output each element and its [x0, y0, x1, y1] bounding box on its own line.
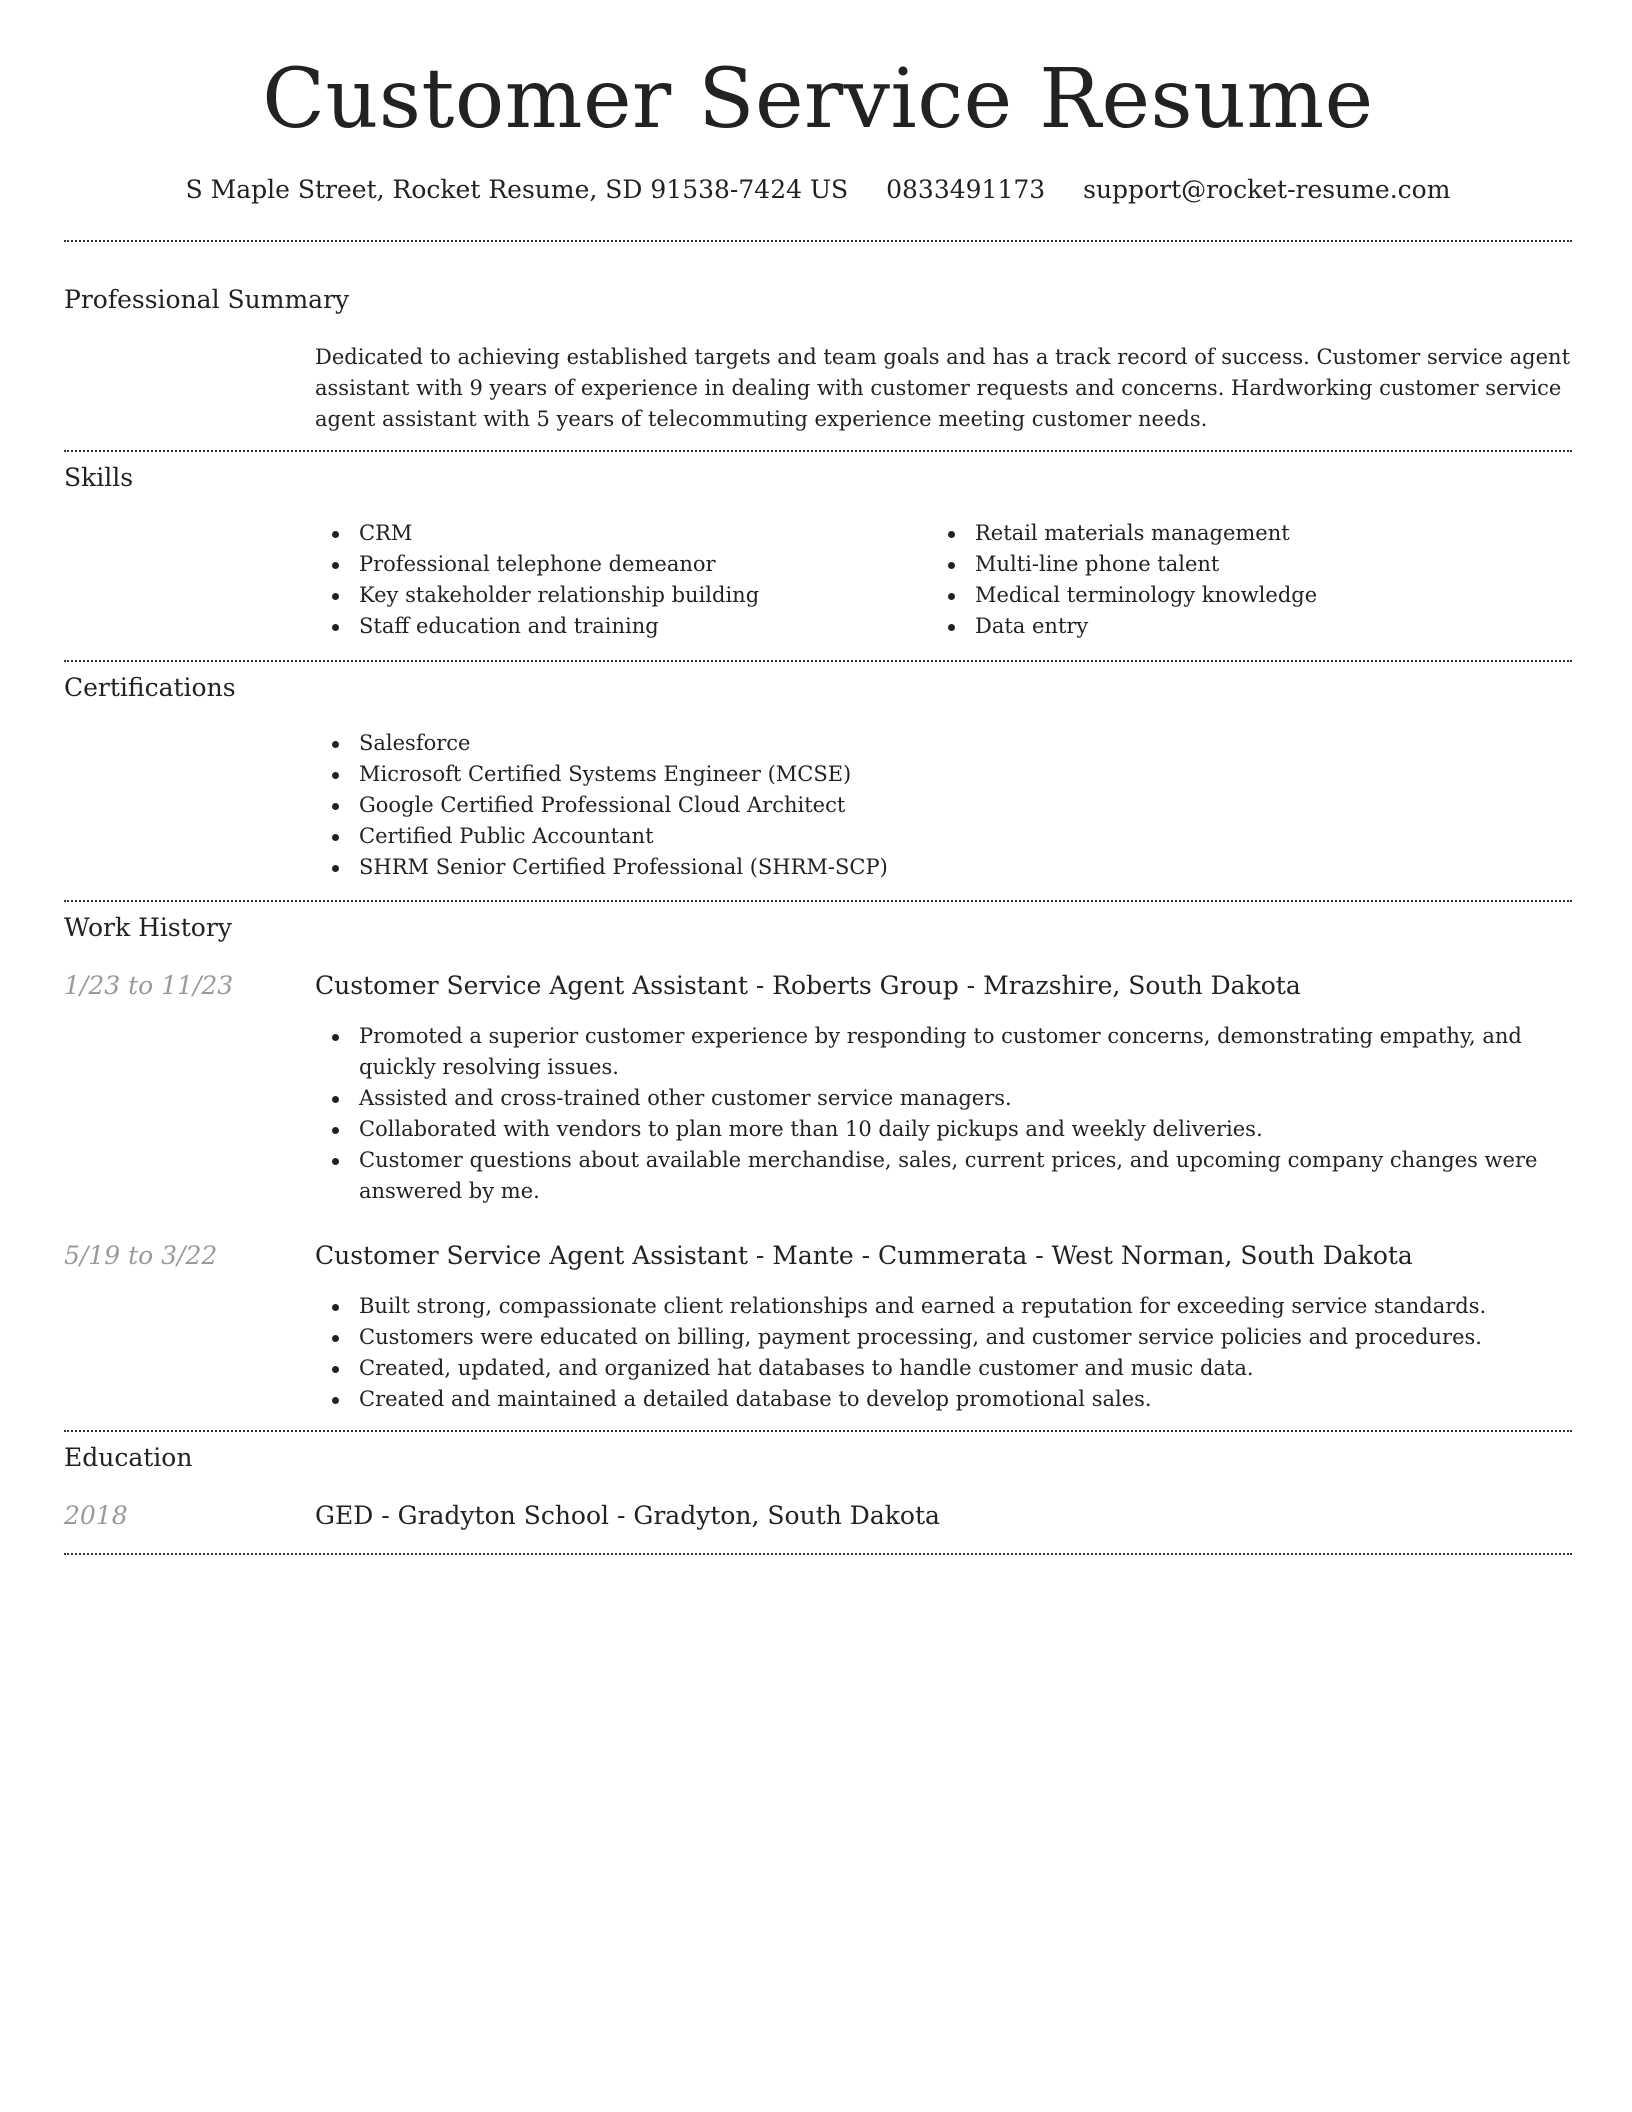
- skill-item: Professional telephone demeanor: [315, 549, 915, 580]
- section-title-summary: Professional Summary: [64, 285, 350, 314]
- contact-line: [64, 170, 1572, 210]
- summary-text: Dedicated to achieving established targets and team goals and has a track record of success. Customer service agent assistant with 9 years of experience in dealing with customer requests and concerns. Hardworking customer service agent assistant with 5 years of telecommuting experience meeting customer needs.: [315, 345, 1571, 431]
- job-bullet: Customers were educated on billing, payment processing, and customer service policies and procedures.: [315, 1322, 1572, 1353]
- contact-email: support@rocket-resume.com: [1083, 175, 1451, 204]
- certification-item: SHRM Senior Certified Professional (SHRM-SCP): [315, 852, 1572, 883]
- skill-item: Retail materials management: [931, 518, 1531, 549]
- contact-phone: 0833491173: [886, 175, 1046, 204]
- job-bullets: [315, 1291, 1572, 1415]
- skill-item: Staff education and training: [315, 611, 915, 642]
- divider: [64, 1553, 1572, 1555]
- skill-item: Data entry: [931, 611, 1531, 642]
- section-title-work-history: Work History: [64, 913, 232, 942]
- job-bullet: Assisted and cross-trained other customer service managers.: [315, 1083, 1572, 1114]
- education-degree: GED - Gradyton School - Gradyton, South Dakota: [315, 1501, 940, 1530]
- skill-item: Multi-line phone talent: [931, 549, 1531, 580]
- contact-address: S Maple Street, Rocket Resume, SD 91538-7424 US: [185, 175, 849, 204]
- divider: [64, 900, 1572, 902]
- section-title-certifications: Certifications: [64, 673, 236, 702]
- job-bullet: Created and maintained a detailed database to develop promotional sales.: [315, 1384, 1572, 1415]
- certification-item: Salesforce: [315, 728, 1572, 759]
- certification-item: Certified Public Accountant: [315, 821, 1572, 852]
- skill-item: Medical terminology knowledge: [931, 580, 1531, 611]
- divider: [64, 240, 1572, 242]
- skill-item: Key stakeholder relationship building: [315, 580, 915, 611]
- job-dates: 5/19 to 3/22: [64, 1241, 218, 1270]
- skills-list-right: [931, 518, 1531, 642]
- resume-title: Customer Service Resume: [262, 52, 1374, 147]
- education-year: 2018: [64, 1501, 128, 1530]
- job-bullet: Built strong, compassionate client relationships and earned a reputation for exceeding service standards.: [315, 1291, 1572, 1322]
- job-bullet: Customer questions about available merchandise, sales, current prices, and upcoming company changes were answered by me.: [315, 1145, 1572, 1207]
- certification-item: Microsoft Certified Systems Engineer (MCSE): [315, 759, 1572, 790]
- section-title-skills: Skills: [64, 463, 134, 492]
- job-title: Customer Service Agent Assistant - Roberts Group - Mrazshire, South Dakota: [315, 971, 1301, 1000]
- divider: [64, 660, 1572, 662]
- job-dates: 1/23 to 11/23: [64, 971, 234, 1000]
- certifications-list: [315, 728, 1572, 883]
- job-bullet: Promoted a superior customer experience by responding to customer concerns, demonstrating empathy, and quickly resolving issues.: [315, 1021, 1572, 1083]
- skill-item: CRM: [315, 518, 915, 549]
- skills-list-left: [315, 518, 915, 642]
- job-title: Customer Service Agent Assistant - Mante - Cummerata - West Norman, South Dakota: [315, 1241, 1413, 1270]
- job-bullet: Created, updated, and organized hat databases to handle customer and music data.: [315, 1353, 1572, 1384]
- job-bullets: [315, 1021, 1572, 1207]
- divider: [64, 1430, 1572, 1432]
- divider: [64, 450, 1572, 452]
- resume-page: [64, 0, 1572, 2112]
- section-title-education: Education: [64, 1443, 193, 1472]
- certification-item: Google Certified Professional Cloud Architect: [315, 790, 1572, 821]
- job-bullet: Collaborated with vendors to plan more than 10 daily pickups and weekly deliveries.: [315, 1114, 1572, 1145]
